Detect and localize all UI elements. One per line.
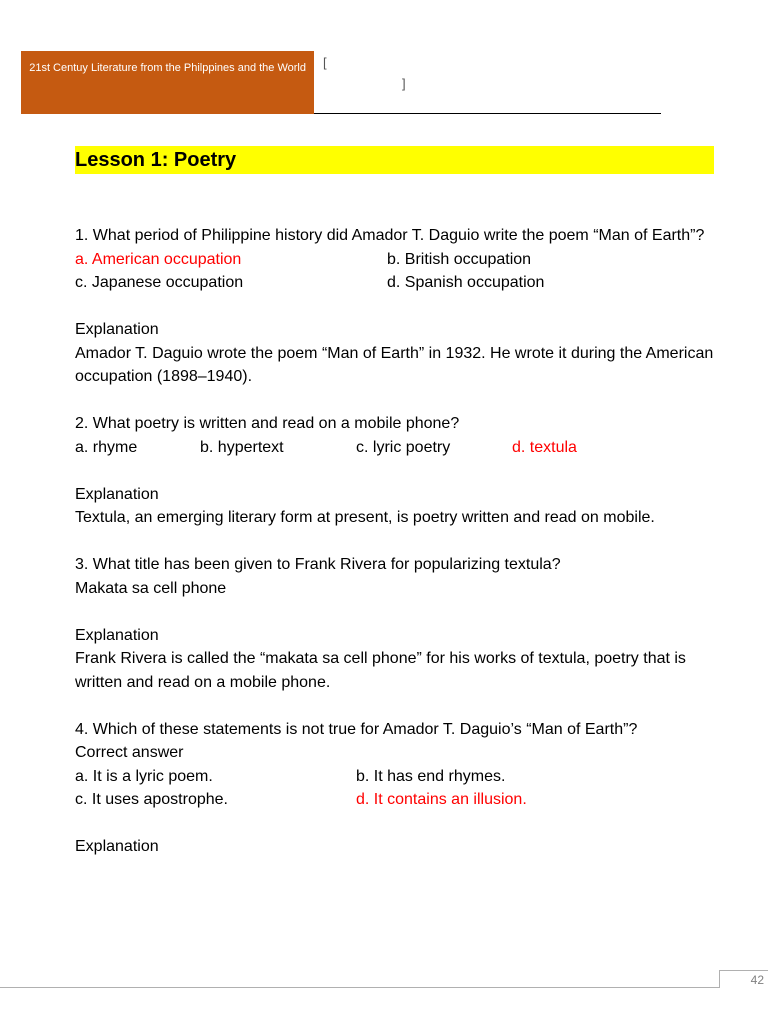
header-underline xyxy=(314,113,661,114)
option-1b: b. British occupation xyxy=(387,250,532,268)
options-row-4 xyxy=(75,765,715,789)
explanation-label-2: Explanation xyxy=(75,485,159,503)
question-3: 3. What title has been given to Frank Rivera for popularizing textula? xyxy=(75,556,561,573)
options-row-2 xyxy=(75,271,715,295)
explanation-label-1: Explanation xyxy=(75,321,159,338)
correct-answer-label-4: Correct answer xyxy=(75,744,184,761)
option-4d: d. It contains an illusion. xyxy=(356,791,527,808)
answer-3: Makata sa cell phone xyxy=(75,579,227,597)
option-4a: a. It is a lyric poem. xyxy=(75,767,213,785)
option-1c: c. Japanese occupation xyxy=(75,274,244,291)
option-2c: c. lyric poetry xyxy=(356,438,451,456)
option-2b: b. hypertext xyxy=(200,438,284,456)
explanation-2: Textula, an emerging literary form at present, is poetry written and read on mobile. xyxy=(75,509,655,526)
option-1d: d. Spanish occupation xyxy=(387,274,545,291)
explanation-1: Amador T. Daguio wrote the poem “Man of Earth” in 1932. He wrote it during the American occupation (1898–1940). xyxy=(75,344,714,385)
question-2: 2. What poetry is written and read on a mobile phone? xyxy=(75,415,460,432)
option-2a: a. rhyme xyxy=(75,438,138,456)
course-title: 21st Centuy Literature from the Philppines and the World xyxy=(29,62,306,74)
course-title-box xyxy=(21,51,314,114)
explanation-label-4: Explanation xyxy=(75,838,159,855)
options-row-5 xyxy=(75,788,715,812)
options-row-1 xyxy=(75,248,715,272)
explanation-3: Frank Rivera is called the “makata sa cell phone” for his works of textula, poetry that is written and read on a mobile phone. xyxy=(75,650,686,691)
bracket-open: [ xyxy=(323,55,327,70)
lesson-title: Lesson 1: Poetry xyxy=(75,146,714,174)
question-1: 1. What period of Philippine history did Amador T. Daguio write the poem “Man of Earth”? xyxy=(75,227,705,244)
bracket-close: ] xyxy=(402,76,406,91)
question-4: 4. Which of these statements is not true for Amador T. Daguio’s “Man of Earth”? xyxy=(75,720,638,738)
options-row-3 xyxy=(75,436,715,460)
explanation-label-3: Explanation xyxy=(75,626,159,644)
option-4c: c. It uses apostrophe. xyxy=(75,791,228,808)
page-number: 42 xyxy=(719,970,768,988)
footer-line xyxy=(0,987,720,988)
lesson-content xyxy=(75,224,715,859)
option-1a: a. American occupation xyxy=(75,250,242,268)
option-2d: d. textula xyxy=(512,438,577,456)
option-4b: b. It has end rhymes. xyxy=(356,767,506,785)
